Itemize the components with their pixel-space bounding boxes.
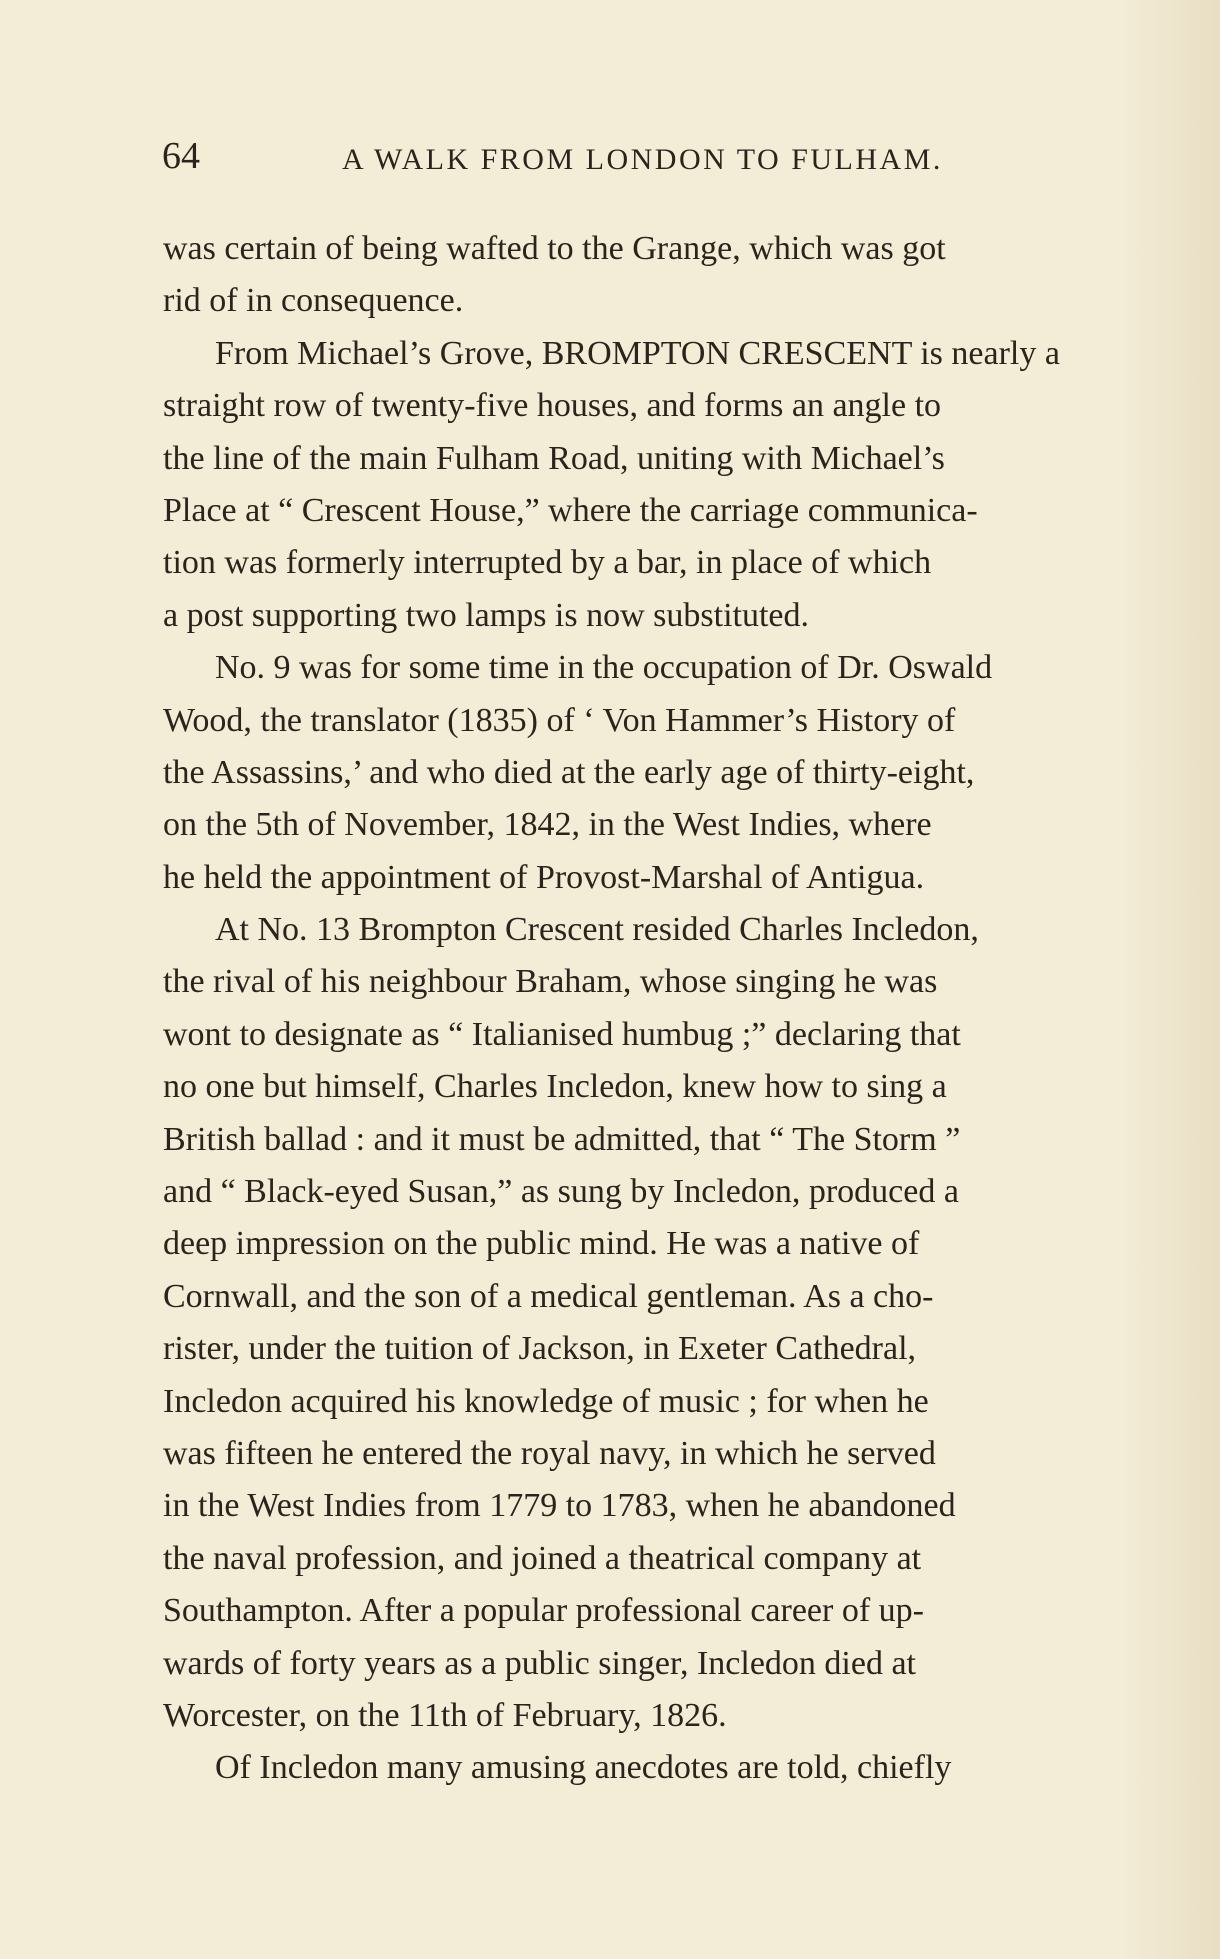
text-line: the line of the main Fulham Road, uniting with Michael’s [163,439,945,477]
text-line: Cornwall, and the son of a medical gentleman. As a cho- [163,1277,934,1315]
text-line: and “ Black-eyed Susan,” as sung by Incledon, produced a [163,1173,959,1211]
text-line: the naval profession, and joined a theatrical company at [163,1539,922,1577]
page-number: 64 [162,135,200,177]
text-line: he held the appointment of Provost-Marshal of Antigua. [163,858,925,896]
body-text [163,223,1173,1795]
text-line: wards of forty years as a public singer, Incledon died at [163,1644,916,1682]
text-line: on the 5th of November, 1842, in the West Indies, where [163,806,932,844]
text-line: Incledon acquired his knowledge of music ; for when he [163,1382,929,1420]
text-line: Worcester, on the 11th of February, 1826. [163,1696,727,1734]
text-line: wont to designate as “ Italianised humbug ;” declaring that [163,1015,961,1053]
text-line: At No. 13 Brompton Crescent resided Charles Incledon, [215,911,979,949]
text-line: was certain of being wafted to the Grange, which was got [163,230,946,267]
text-line: Southampton. After a popular professional career of up- [163,1592,924,1630]
text-line: the rival of his neighbour Braham, whose singing he was [163,963,938,1001]
text-line: From Michael’s Grove, BROMPTON CRESCENT is nearly a [215,334,1060,372]
text-line: rid of in consequence. [163,282,464,320]
text-line: tion was formerly interrupted by a bar, in place of which [163,544,932,582]
text-line: straight row of twenty-five houses, and forms an angle to [163,387,942,425]
text-line: a post supporting two lamps is now substituted. [163,596,809,634]
text-line: no one but himself, Charles Incledon, knew how to sing a [163,1068,947,1106]
text-line: Of Incledon many amusing anecdotes are told, chiefly [215,1749,952,1787]
text-line: Place at “ Crescent House,” where the carriage communica- [163,491,978,529]
text-line: British ballad : and it must be admitted, that “ The Storm ” [163,1120,961,1158]
text-line: in the West Indies from 1779 to 1783, when he abandoned [163,1487,956,1525]
text-line: the Assassins,’ and who died at the early age of thirty-eight, [163,753,975,791]
text-line: No. 9 was for some time in the occupation of Dr. Oswald [215,649,993,687]
text-line: deep impression on the public mind. He was a native of [163,1225,920,1263]
text-line: was fifteen he entered the royal navy, in which he served [163,1434,936,1472]
running-header [162,130,992,182]
running-title: A WALK FROM LONDON TO FULHAM. [342,143,943,176]
text-line: rister, under the tuition of Jackson, in Exeter Cathedral, [163,1330,917,1368]
text-line: Wood, the translator (1835) of ‘ Von Hammer’s History of [163,701,956,739]
